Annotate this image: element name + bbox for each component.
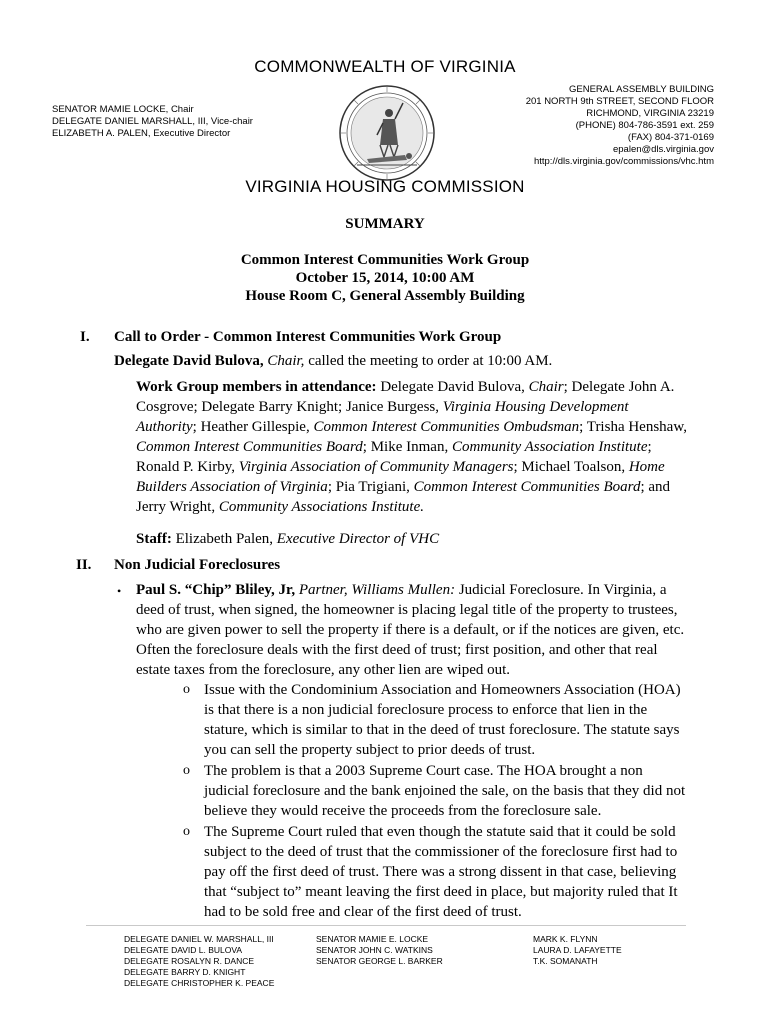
call-text: called the meeting to order at 10:00 AM.: [308, 353, 553, 369]
attendee-text: ; Mike Inman,: [362, 439, 452, 455]
email-link[interactable]: epalen@dls.virginia.gov: [612, 144, 714, 155]
footer-citizen-members: [533, 934, 622, 967]
commission-title: VIRGINIA HOUSING COMMISSION: [245, 177, 525, 196]
attendee-role: Virginia Association of Community Managers: [238, 459, 514, 475]
footer-divider: [86, 925, 686, 926]
attendee-role: Virginia Housing Development Authority: [136, 399, 629, 435]
attendee-text: ; Delegate John A. Cosgrove; Delegate Barry Knight; Janice Burgess,: [136, 379, 675, 415]
address-line: 201 NORTH 9th STREET, SECOND FLOOR: [525, 96, 714, 107]
phone-line: (PHONE) 804-786-3591 ext. 259: [575, 120, 714, 131]
section-number: I.: [80, 329, 90, 345]
speaker-text: Judicial Foreclosure. In Virginia, a deed of trust, when signed, the homeowner is placing legal title of the property to trustees, who are given power to sell the property if there is a default, or if the notices are given, etc. Often the foreclosure deals with the first deed of trust; first position, and other that real estate taxes from the foreclosure, any other lien are wiped out.: [136, 582, 685, 678]
summary-heading: SUMMARY: [345, 216, 425, 232]
sub-bullet-text: The problem is that a 2003 Supreme Court case. The HOA brought a non judicial foreclosure and the bank enjoined the sale, on the basis that they did not believe they would receive the proceeds from the foreclosure sale.: [204, 763, 686, 819]
attendee-text: ; Trisha Henshaw,: [579, 419, 687, 435]
officer-line: SENATOR MAMIE LOCKE, Chair: [52, 104, 194, 115]
attendee-role: Community Association Institute: [451, 439, 648, 455]
virginia-seal-icon: [337, 83, 437, 183]
sub-bullet-icon: o: [183, 763, 190, 778]
staff-role: Executive Director of VHC: [276, 531, 440, 547]
chair-role: Chair,: [267, 353, 305, 369]
meeting-group: Common Interest Communities Work Group: [240, 252, 530, 268]
speaker-role: Partner, Williams Mullen:: [295, 582, 456, 598]
attendance-paragraph: [136, 377, 688, 517]
attendee-text: ; Heather Gillespie,: [192, 419, 314, 435]
attendee-text: ; Michael Toalson,: [513, 459, 629, 475]
section-title: Non Judicial Foreclosures: [114, 557, 281, 573]
footer-member: DELEGATE BARRY D. KNIGHT: [124, 967, 246, 977]
footer-member: SENATOR MAMIE E. LOCKE: [316, 934, 429, 944]
attendee-role: Common Interest Communities Board: [413, 479, 641, 495]
staff-line: [136, 529, 688, 549]
footer-member: DELEGATE CHRISTOPHER K. PEACE: [124, 978, 275, 988]
officer-line: DELEGATE DANIEL MARSHALL, III, Vice-chair: [52, 116, 253, 127]
staff-label: Staff:: [136, 531, 172, 547]
commonwealth-heading: COMMONWEALTH OF VIRGINIA: [254, 57, 516, 76]
address-line: RICHMOND, VIRGINIA 23219: [586, 108, 714, 119]
commission-officers: [52, 104, 253, 140]
attendee-role: Common Interest Communities Board: [136, 439, 363, 455]
officer-line: ELIZABETH A. PALEN, Executive Director: [52, 128, 231, 139]
attendee-text: ; Ronald P. Kirby,: [136, 439, 652, 475]
footer-member: DELEGATE ROSALYN R. DANCE: [124, 956, 255, 966]
bullet-icon: •: [117, 584, 122, 598]
meeting-location: House Room C, General Assembly Building: [245, 288, 525, 304]
sub-bullet-text: The Supreme Court ruled that even though the statute said that it could be sold subject to the deed of trust that the commissioner of the foreclosure first had to pay off the first deed of trust. There was a strong dissent in that case, believing that “subject to” meant leaving the first deed in place, but majority ruled that It had to be sold free and clear of the first deed of trust.: [204, 824, 678, 920]
section-number: II.: [76, 557, 92, 573]
footer-member: DELEGATE DANIEL W. MARSHALL, III: [124, 934, 274, 944]
chair-name: Delegate David Bulova,: [114, 353, 264, 369]
assembly-address: [526, 84, 714, 168]
address-line: GENERAL ASSEMBLY BUILDING: [568, 84, 714, 95]
section-title: Call to Order - Common Interest Communities Work Group: [114, 329, 502, 345]
sub-bullet-icon: o: [183, 824, 190, 839]
fax-line: (FAX) 804-371-0169: [627, 132, 714, 143]
footer-member: LAURA D. LAFAYETTE: [533, 945, 622, 955]
meeting-info: [0, 251, 770, 305]
attendee-text: ; Pia Trigiani,: [327, 479, 414, 495]
website-link[interactable]: http://dls.virginia.gov/commissions/vhc.htm: [533, 156, 714, 167]
footer-member: MARK K. FLYNN: [533, 934, 598, 944]
footer-member: T.K. SOMANATH: [533, 956, 598, 966]
attendee-text: ; and Jerry Wright,: [136, 479, 671, 515]
call-to-order-text: [114, 351, 694, 371]
footer-member: SENATOR JOHN C. WATKINS: [316, 945, 433, 955]
attendee-role: Chair: [528, 379, 564, 395]
footer-senators: [316, 934, 443, 967]
attendee-role: Common Interest Communities Ombudsman: [313, 419, 580, 435]
staff-name: Elizabeth Palen,: [171, 531, 277, 547]
attendee-text: Delegate David Bulova,: [376, 379, 529, 395]
meeting-date: October 15, 2014, 10:00 AM: [295, 270, 475, 286]
footer-member: DELEGATE DAVID L. BULOVA: [124, 945, 243, 955]
footer-member: SENATOR GEORGE L. BARKER: [316, 956, 443, 966]
attendance-label: Work Group members in attendance:: [136, 379, 377, 395]
attendee-role: Community Associations Institute.: [218, 499, 424, 515]
speaker-name: Paul S. “Chip” Bliley, Jr,: [136, 582, 296, 598]
sub-bullet-text: Issue with the Condominium Association and Homeowners Association (HOA) is that there is a non judicial foreclosure process to enforce that lien in the stature, which is similar to that in the deed of trust foreclosure. The statute says you can sell the property subject to prior deeds of trust.: [204, 682, 681, 758]
sub-bullet-icon: o: [183, 682, 190, 697]
footer-delegates: [124, 934, 274, 989]
attendee-role: Home Builders Association of Virginia: [136, 459, 665, 495]
speaker-paragraph: [136, 580, 688, 680]
